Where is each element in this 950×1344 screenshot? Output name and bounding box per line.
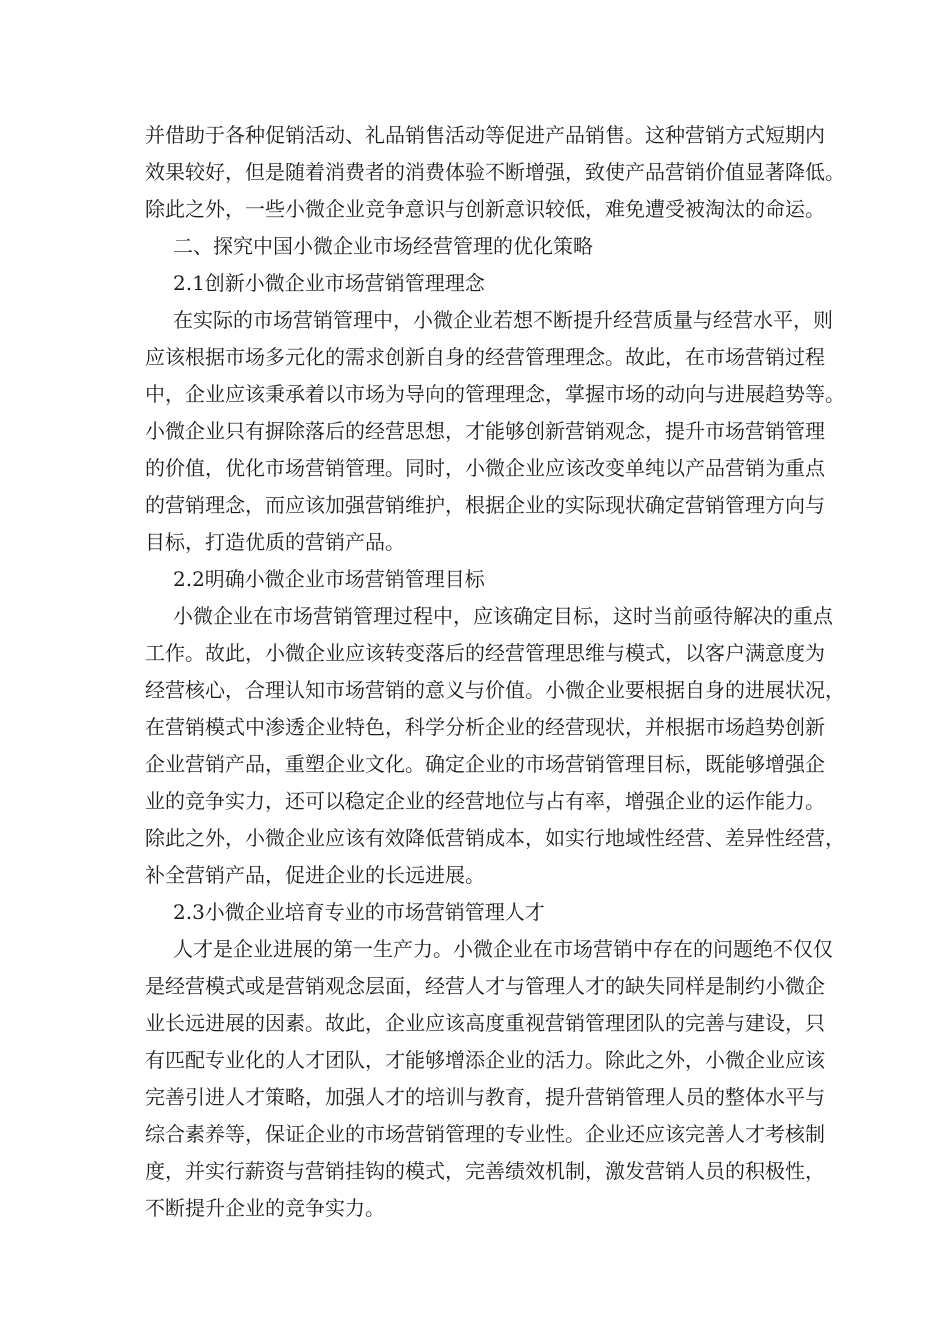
paragraph-line: 业的竞争实力，还可以稳定企业的经营地位与占有率，增强企业的运作能力。 <box>145 789 825 813</box>
section-heading: 二、探究中国小微企业市场经营管理的优化策略 <box>173 234 593 258</box>
paragraph-line: 的价值，优化市场营销管理。同时，小微企业应该改变单纯以产品营销为重点 <box>145 456 825 480</box>
paragraph-line: 在实际的市场营销管理中，小微企业若想不断提升经营质量与经营水平，则 <box>173 308 833 332</box>
subsection-heading: 2.3小微企业培育专业的市场营销管理人才 <box>173 900 545 924</box>
subsection-heading: 2.1创新小微企业市场营销管理理念 <box>173 271 485 295</box>
paragraph-line: 业长远进展的因素。故此，企业应该高度重视营销管理团队的完善与建设，只 <box>145 1011 825 1035</box>
paragraph-line: 人才是企业进展的第一生产力。小微企业在市场营销中存在的问题绝不仅仅 <box>173 937 833 961</box>
paragraph-line: 企业营销产品，重塑企业文化。确定企业的市场营销管理目标，既能够增强企 <box>145 752 825 776</box>
paragraph-line: 除此之外，小微企业应该有效降低营销成本，如实行地域性经营、差异性经营， <box>145 826 845 850</box>
paragraph-line: 完善引进人才策略，加强人才的培训与教育，提升营销管理人员的整体水平与 <box>145 1085 825 1109</box>
paragraph-line: 除此之外，一些小微企业竞争意识与创新意识较低，难免遭受被淘汰的命运。 <box>145 197 825 221</box>
paragraph-line: 目标，打造优质的营销产品。 <box>145 530 405 554</box>
paragraph-line: 应该根据市场多元化的需求创新自身的经营管理理念。故此，在市场营销过程 <box>145 345 825 369</box>
paragraph-line: 工作。故此，小微企业应该转变落后的经营管理思维与模式，以客户满意度为 <box>145 641 825 665</box>
paragraph-line: 的营销理念，而应该加强营销维护，根据企业的实际现状确定营销管理方向与 <box>145 493 825 517</box>
paragraph-line: 小微企业在市场营销管理过程中，应该确定目标，这时当前亟待解决的重点 <box>173 604 833 628</box>
paragraph-line: 度，并实行薪资与营销挂钩的模式，完善绩效机制，激发营销人员的积极性， <box>145 1159 825 1183</box>
paragraph-line: 中，企业应该秉承着以市场为导向的管理理念，掌握市场的动向与进展趋势等。 <box>145 382 845 406</box>
paragraph-line: 小微企业只有摒除落后的经营思想，才能够创新营销观念，提升市场营销管理 <box>145 419 825 443</box>
paragraph-line: 在营销模式中渗透企业特色，科学分析企业的经营现状，并根据市场趋势创新 <box>145 715 825 739</box>
paragraph-line: 经营核心，合理认知市场营销的意义与价值。小微企业要根据自身的进展状况， <box>145 678 845 702</box>
paragraph-line: 并借助于各种促销活动、礼品销售活动等促进产品销售。这种营销方式短期内 <box>145 123 825 147</box>
paragraph-line: 综合素养等，保证企业的市场营销管理的专业性。企业还应该完善人才考核制 <box>145 1122 825 1146</box>
paragraph-line: 是经营模式或是营销观念层面，经营人才与管理人才的缺失同样是制约小微企 <box>145 974 825 998</box>
paragraph-line: 有匹配专业化的人才团队，才能够增添企业的活力。除此之外，小微企业应该 <box>145 1048 825 1072</box>
paragraph-line: 补全营销产品，促进企业的长远进展。 <box>145 863 485 887</box>
paragraph-line: 不断提升企业的竞争实力。 <box>145 1196 385 1220</box>
subsection-heading: 2.2明确小微企业市场营销管理目标 <box>173 567 485 591</box>
paragraph-line: 效果较好，但是随着消费者的消费体验不断增强，致使产品营销价值显著降低。 <box>145 160 845 184</box>
